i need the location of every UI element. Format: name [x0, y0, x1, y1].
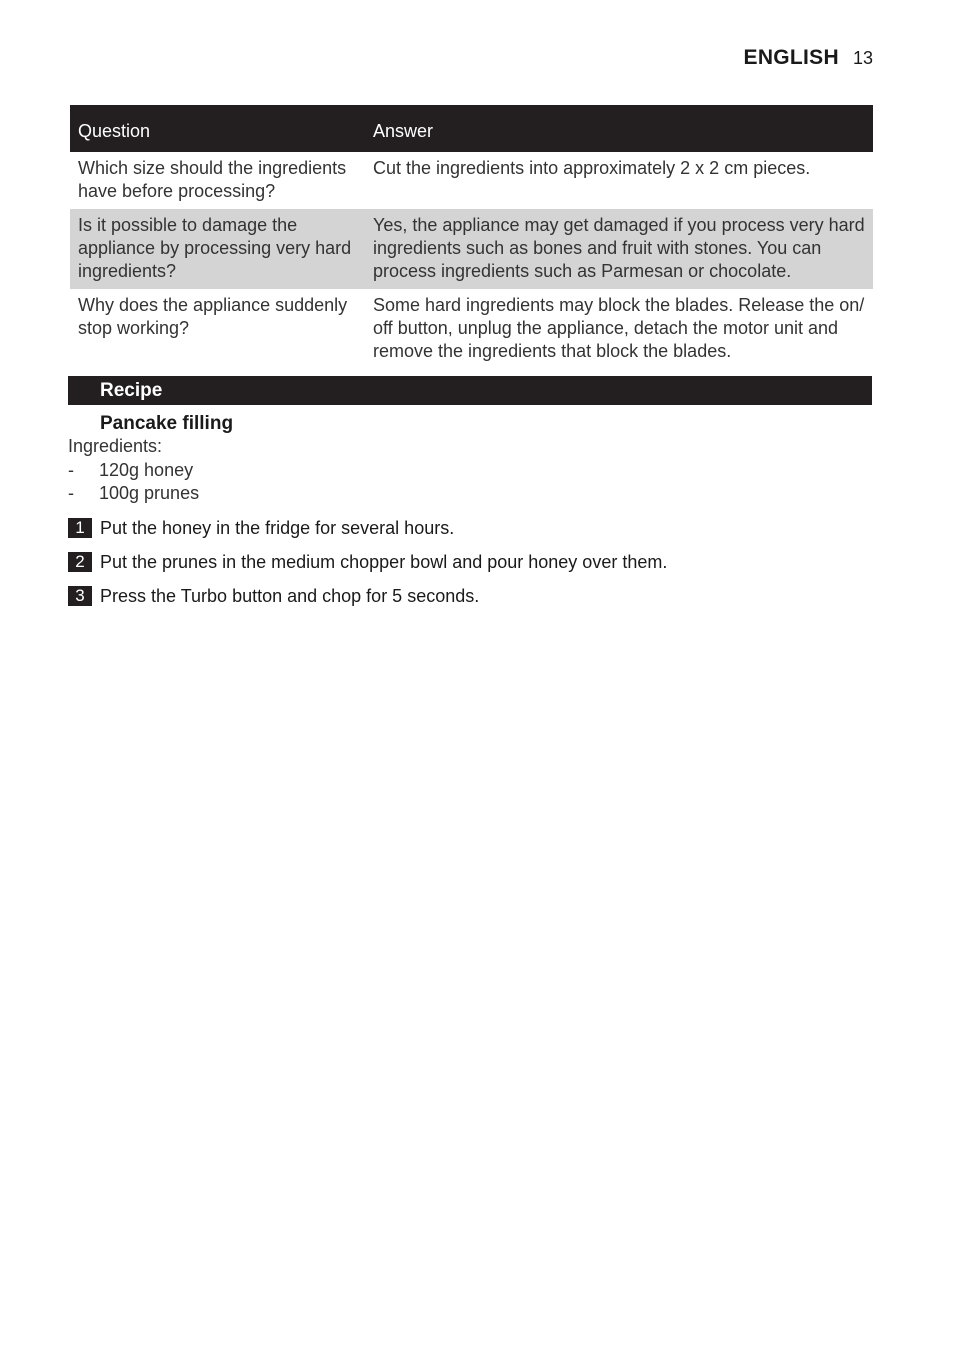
- ingredient-text: 120g honey: [99, 460, 194, 480]
- page-header: [744, 46, 873, 70]
- table-row: [70, 209, 873, 289]
- step-text: Put the honey in the fridge for several hours.: [100, 517, 455, 538]
- answer-cell: Yes, the appliance may get damaged if you process very hard ingredients such as bones and fruit with stones. You can process ingredients such as Parmesan or chocolate.: [365, 209, 873, 289]
- step-text: Put the prunes in the medium chopper bowl and pour honey over them.: [100, 551, 668, 572]
- ingredients-label: Ingredients:: [68, 436, 163, 456]
- column-header-answer: Answer: [365, 105, 873, 152]
- recipe-title: Pancake filling: [100, 413, 234, 434]
- answer-cell: Some hard ingredients may block the blades. Release the on/ off button, unplug the appliance, detach the motor unit and remove the ingredients that block the blades.: [373, 295, 865, 361]
- recipe-section-heading: Recipe: [68, 376, 872, 405]
- step-number-badge: 2: [68, 552, 92, 572]
- language-label: ENGLISH: [743, 46, 839, 69]
- list-marker: -: [68, 483, 74, 503]
- step-1: [68, 517, 454, 539]
- step-text: Press the Turbo button and chop for 5 seconds.: [100, 585, 480, 606]
- ingredient-text: 100g prunes: [99, 483, 200, 503]
- table-row: [70, 289, 873, 369]
- step-number-badge: 3: [68, 586, 92, 606]
- answer-cell: Cut the ingredients into approximately 2 x 2 cm pieces.: [373, 158, 811, 178]
- step-3: [68, 585, 479, 607]
- question-cell: Is it possible to damage the appliance by processing very hard ingredients?: [70, 209, 365, 289]
- column-header-question: Question: [70, 105, 365, 152]
- faq-header-row: [70, 105, 873, 152]
- step-2: [68, 551, 667, 573]
- question-cell: Which size should the ingredients have before processing?: [78, 158, 347, 201]
- faq-table: [70, 105, 873, 369]
- table-row: [70, 152, 873, 209]
- question-cell: Why does the appliance suddenly stop working?: [78, 295, 348, 338]
- page-number: 13: [852, 48, 873, 68]
- step-number-badge: 1: [68, 518, 92, 538]
- list-marker: -: [68, 460, 74, 480]
